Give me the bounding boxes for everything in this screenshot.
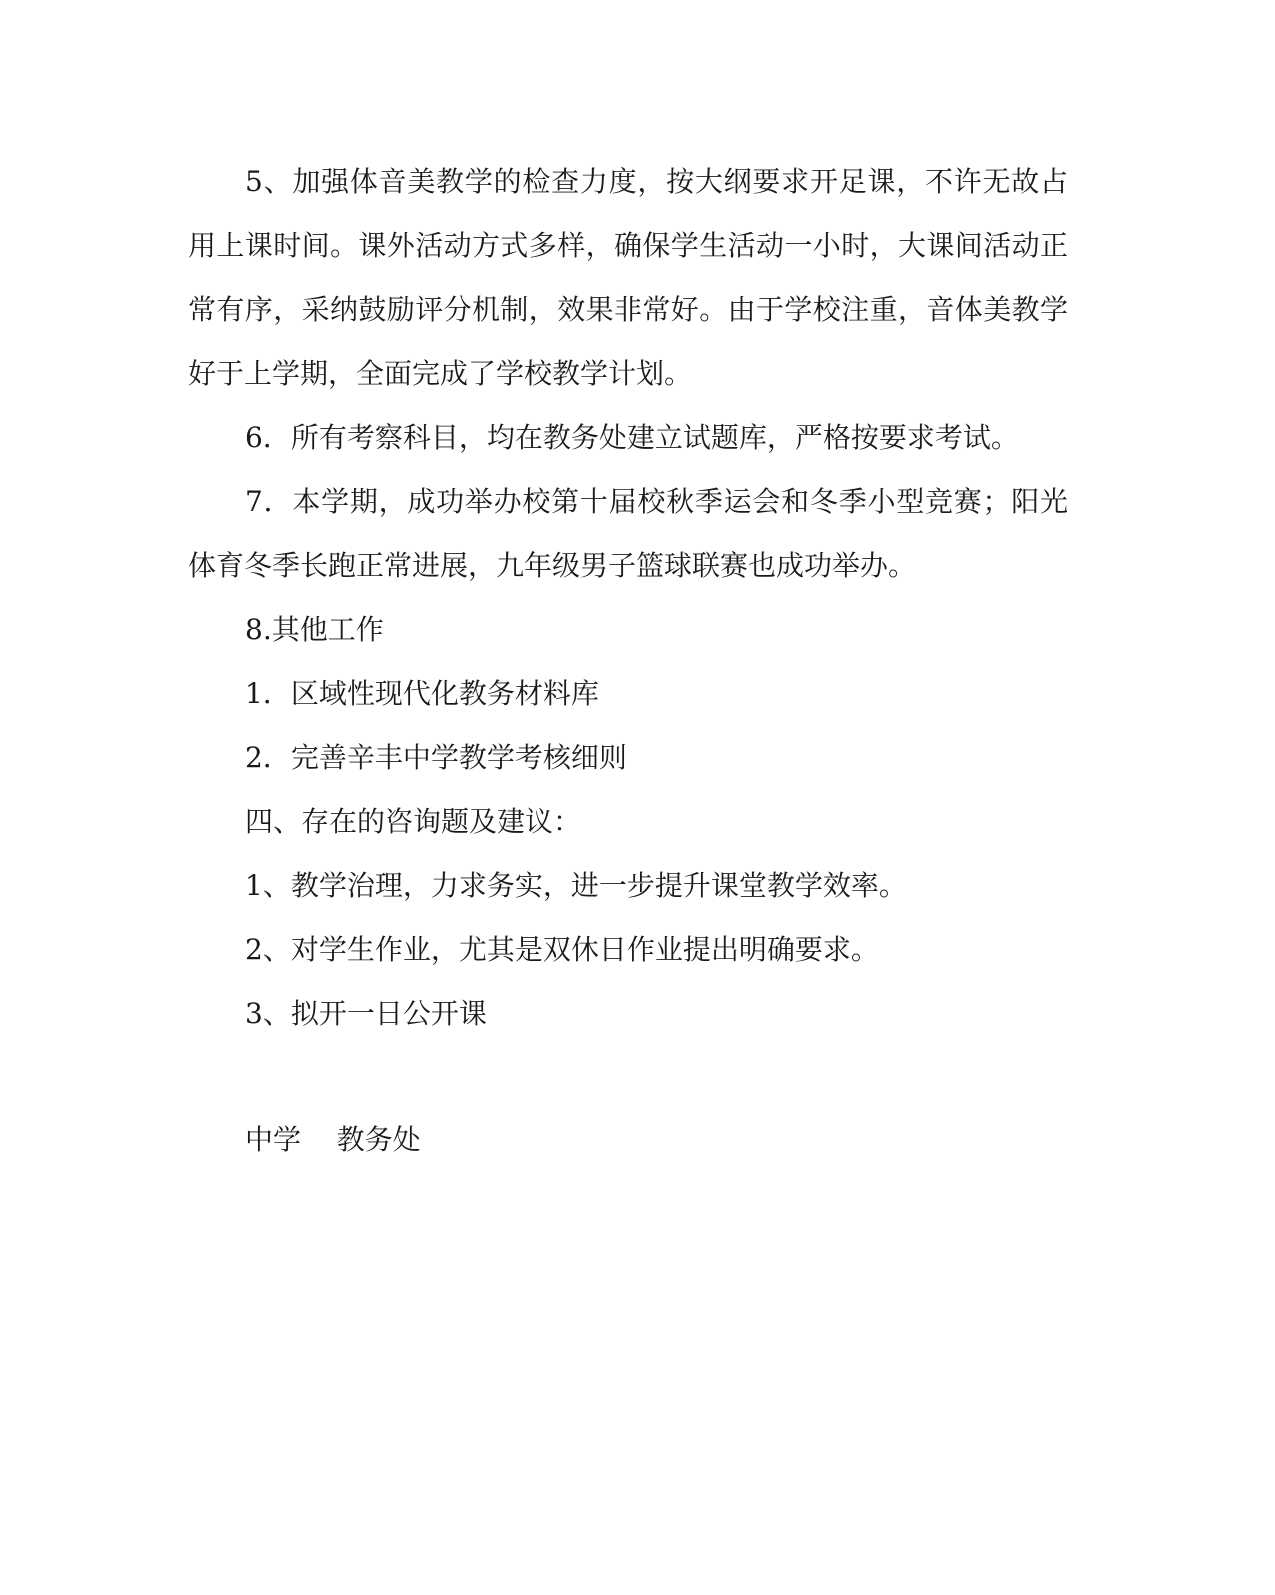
paragraph-item-5: 5、加强体音美教学的检查力度，按大纲要求开足课，不许无故占用上课时间。课外活动方式多样，确保学生活动一小时，大课间活动正常有序，采纳鼓励评分机制，效果非常好。由于学校注重，音体美教学好于上学期，全面完成了学校教学计划。 xyxy=(188,165,1068,390)
paragraph-other-work-2: 2．完善辛丰中学教学考核细则 xyxy=(245,741,627,774)
paragraph-item-6: 6．所有考察科目，均在教务处建立试题库，严格按要求考试。 xyxy=(245,421,1019,454)
suggestion-item-3: 3、拟开一日公开课 xyxy=(245,997,487,1030)
suggestion-item-1: 1、教学治理，力求务实，进一步提升课堂教学效率。 xyxy=(245,869,907,902)
document-body xyxy=(188,150,1068,1046)
paragraph-other-work-1: 1．区域性现代化教务材料库 xyxy=(245,677,599,710)
suggestion-item-2: 2、对学生作业，尤其是双休日作业提出明确要求。 xyxy=(245,933,879,966)
document-signature: 中学 教务处 xyxy=(245,1123,421,1156)
paragraph-item-7: 7．本学期，成功举办校第十届校秋季运会和冬季小型竞赛；阳光体育冬季长跑正常进展，九年级男子篮球联赛也成功举办。 xyxy=(188,485,1068,582)
paragraph-other-work-heading: 8.其他工作 xyxy=(245,613,384,646)
section-heading-issues: 四、存在的咨询题及建议： xyxy=(245,805,582,838)
